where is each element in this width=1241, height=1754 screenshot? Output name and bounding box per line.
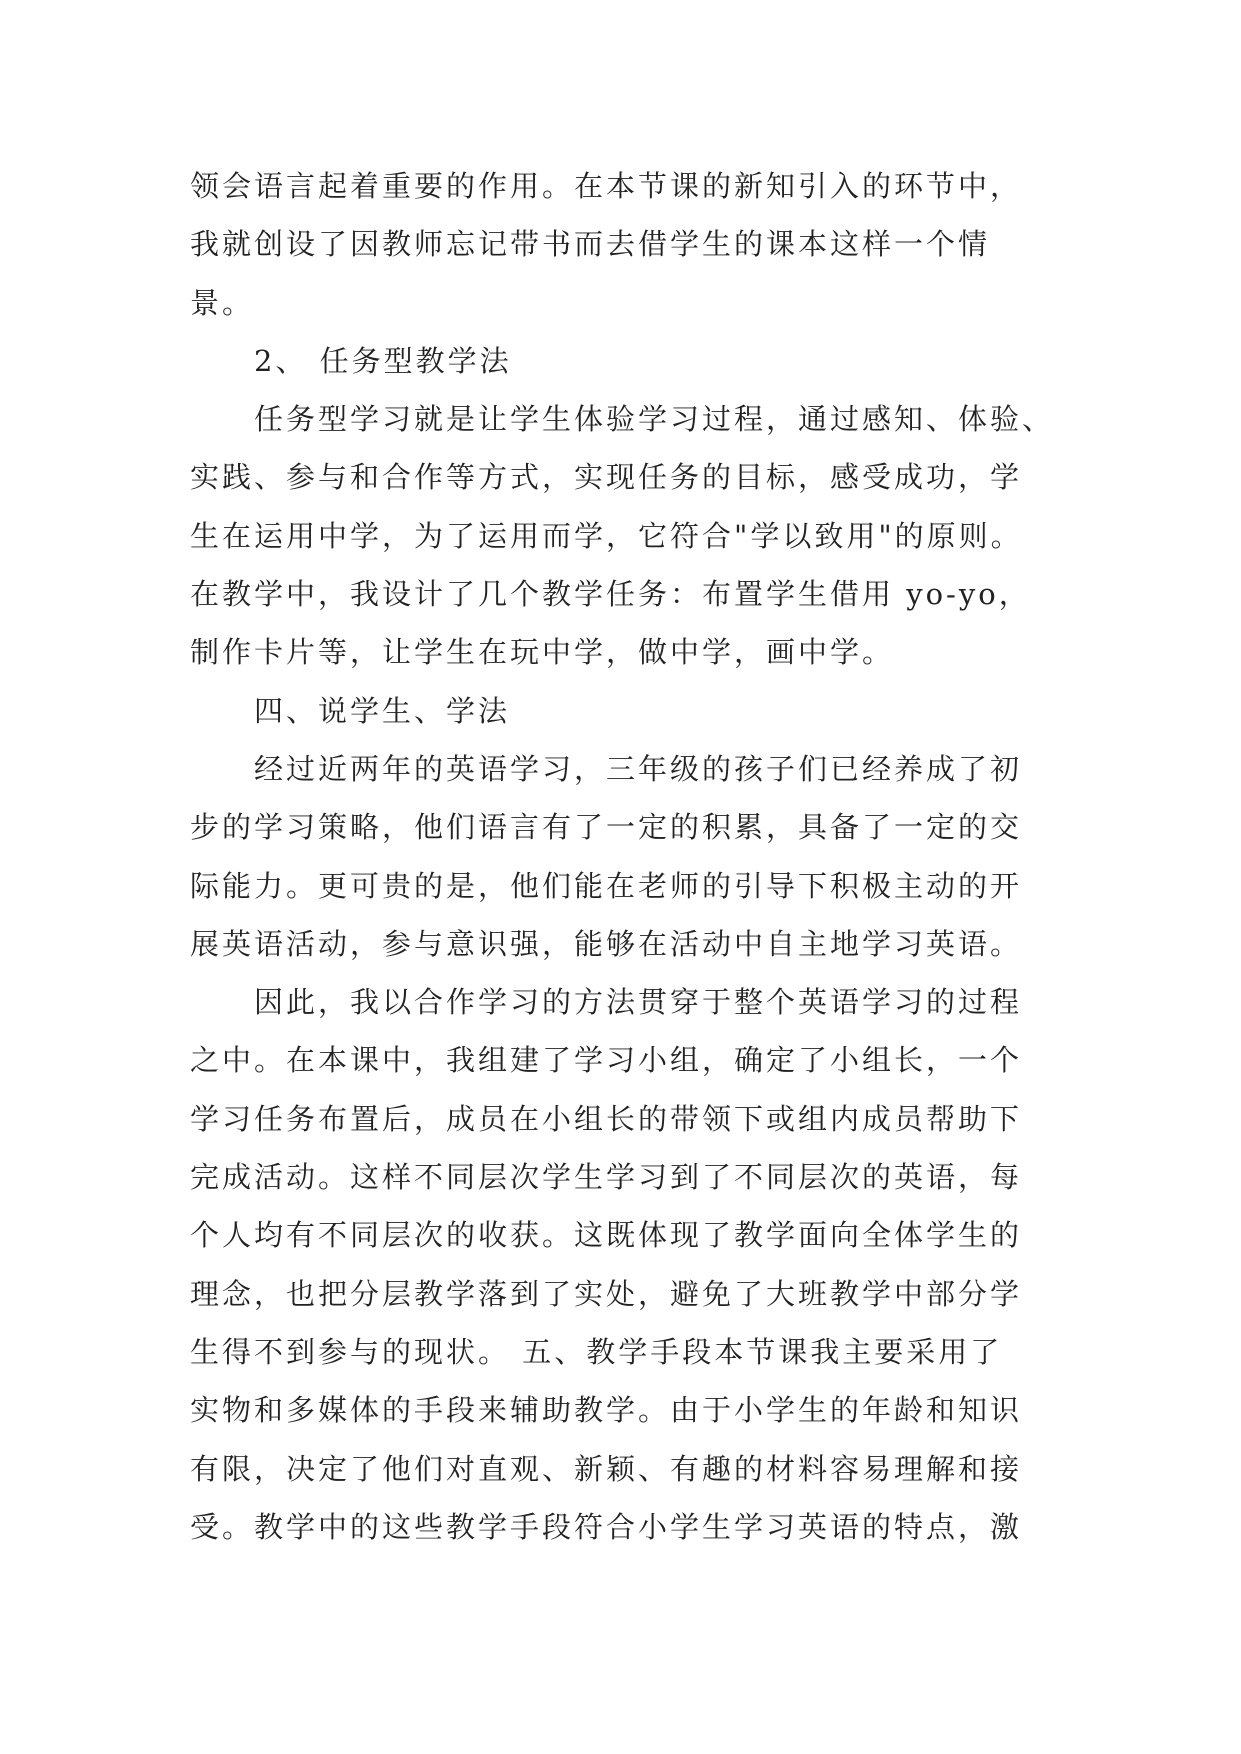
text-line: 理念，也把分层教学落到了实处，避免了大班教学中部分学	[190, 1276, 1023, 1311]
section-heading: 2、 任务型教学法	[254, 343, 512, 378]
text-line: 制作卡片等，让学生在玩中学，做中学，画中学。	[190, 635, 895, 670]
section-heading: 四、说学生、学法	[254, 693, 511, 728]
text-line: 学习任务布置后，成员在小组长的带领下或组内成员帮助下	[190, 1101, 1023, 1136]
text-line: 生在运用中学，为了运用而学，它符合"学以致用"的原则。	[190, 518, 1023, 553]
text-line: 个人均有不同层次的收获。这既体现了教学面向全体学生的	[190, 1218, 1023, 1253]
text-line: 之中。在本课中，我组建了学习小组，确定了小组长，一个	[190, 1043, 1023, 1078]
text-line: 任务型学习就是让学生体验学习过程，通过感知、体验、	[254, 402, 1055, 437]
text-line: 在教学中，我设计了几个教学任务：布置学生借用 yo-yo，	[190, 577, 1031, 612]
text-line: 景。	[190, 285, 255, 320]
text-line: 生得不到参与的现状。 五、教学手段本节课我主要采用了	[190, 1334, 1003, 1369]
text-line: 受。教学中的这些教学手段符合小学生学习英语的特点，激	[190, 1509, 1023, 1544]
text-line: 经过近两年的英语学习，三年级的孩子们已经养成了初	[254, 751, 1023, 786]
text-line: 有限，决定了他们对直观、新颖、有趣的材料容易理解和接	[190, 1451, 1023, 1486]
text-line: 际能力。更可贵的是，他们能在老师的引导下积极主动的开	[190, 868, 1023, 903]
text-line: 实物和多媒体的手段来辅助教学。由于小学生的年龄和知识	[190, 1393, 1023, 1428]
text-line: 领会语言起着重要的作用。在本节课的新知引入的环节中，	[190, 169, 1023, 203]
text-line: 实践、参与和合作等方式，实现任务的目标，感受成功，学	[190, 460, 1023, 495]
text-line: 完成活动。这样不同层次学生学习到了不同层次的英语，每	[190, 1160, 1023, 1195]
text-line: 步的学习策略，他们语言有了一定的积累，具备了一定的交	[190, 810, 1023, 845]
text-line: 因此，我以合作学习的方法贯穿于整个英语学习的过程	[254, 985, 1023, 1020]
body-text	[190, 157, 1060, 1556]
text-line: 我就创设了因教师忘记带书而去借学生的课本这样一个情	[190, 227, 991, 262]
text-line: 展英语活动，参与意识强，能够在活动中自主地学习英语。	[190, 926, 1023, 961]
